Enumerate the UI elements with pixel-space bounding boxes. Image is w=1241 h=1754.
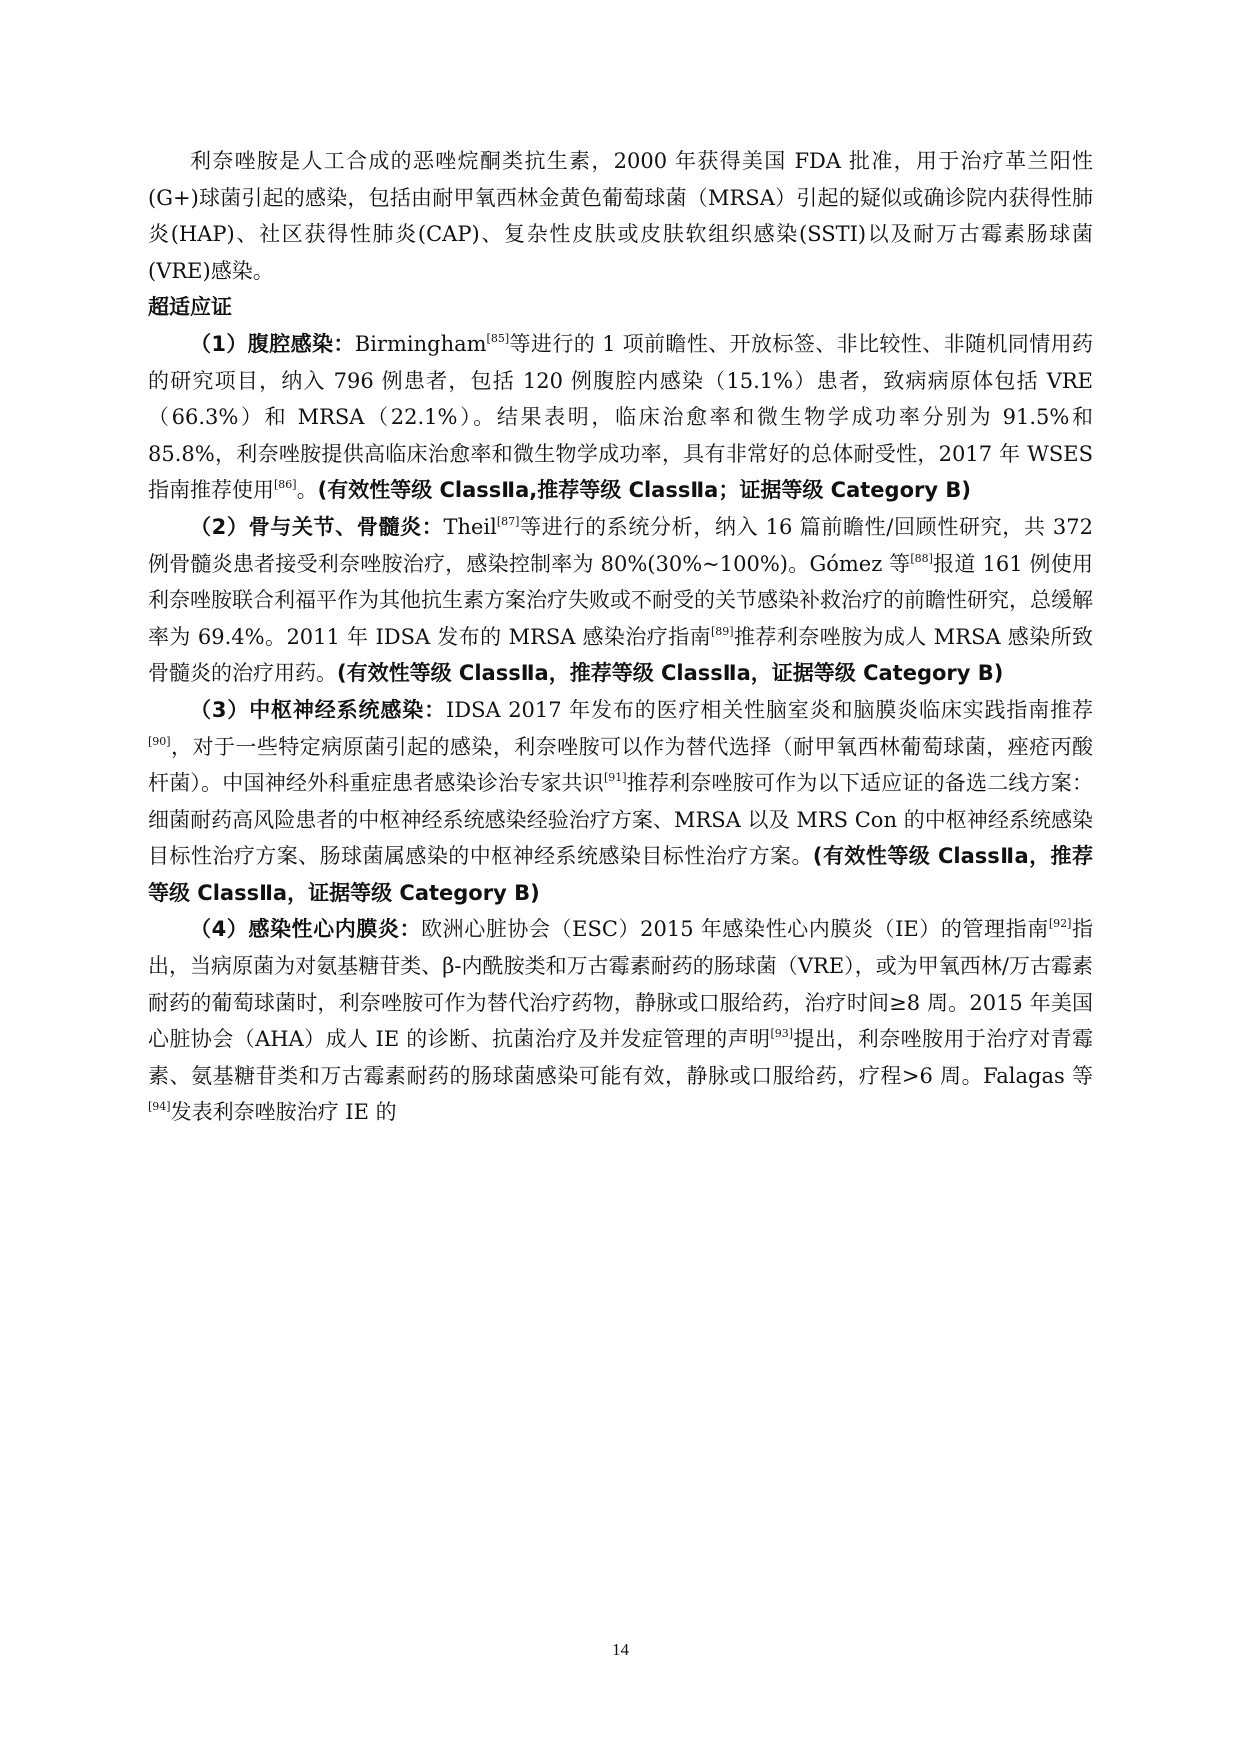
paragraph-text: IDSA 2017 年发布的医疗相关性脑室炎和脑膜炎临床实践指南推荐: [445, 697, 1093, 722]
evidence-grade: (有效性等级 ClassⅡa，推荐等级 ClassⅡa，证据等级 Category B): [148, 844, 1093, 905]
citation-ref: [89]: [711, 624, 734, 638]
citation-ref: [91]: [603, 771, 627, 785]
citation-ref: [90]: [148, 734, 171, 748]
paragraph-text: 推荐利奈唑胺为成人 MRSA 感染所致骨髓炎的治疗用药。: [148, 624, 1093, 686]
citation-ref: [87]: [496, 514, 520, 528]
paragraph-text: 欧洲心脏协会（ESC）2015 年感染性心内膜炎（IE）的管理指南: [421, 917, 1049, 942]
paragraph-title: （2）骨与关节、骨髓炎：: [190, 514, 444, 539]
paragraph-text: 提出，利奈唑胺用于治疗对青霉素、氨基糖苷类和万古霉素耐药的肠球菌感染可能有效，静脉或口服给药，疗程>6 周。Falagas 等: [148, 1027, 1094, 1088]
citation-ref: [93]: [770, 1027, 794, 1041]
section-heading: 超适应证: [148, 295, 232, 320]
paragraph-bone-joint: [148, 509, 1093, 692]
paragraph-cns-infection: [148, 692, 1093, 912]
paragraph-title: （1）腹腔感染：: [190, 331, 355, 356]
paragraph-text: Theil: [443, 514, 497, 539]
paragraph-title: （4）感染性心内膜炎：: [190, 917, 422, 942]
paragraph-text: 指出，当病原菌为对氨基糖苷类、β-内酰胺类和万古霉素耐药的肠球菌（VRE），或为甲氧西林/万古霉素耐药的葡萄球菌时，利奈唑胺可作为替代治疗药物，静脉或口服给药，治疗时间≥8 周。2015 年美国心脏协会（AHA）成人 IE 的诊断、抗菌治疗及并发症管理的声明: [148, 917, 1093, 1052]
evidence-grade: (有效性等级 ClassⅡa,推荐等级 ClassⅡa；证据等级 Category B): [317, 478, 971, 503]
citation-ref: [86]: [274, 478, 297, 492]
citation-ref: [94]: [148, 1100, 171, 1114]
paragraph-text: 等进行的系统分析，纳入 16 篇前瞻性/回顾性研究，共 372 例骨髓炎患者接受利奈唑胺治疗，感染控制率为 80%(30%~100%)。Gómez 等: [148, 514, 1093, 576]
paragraph-text: Birmingham: [354, 331, 487, 356]
paragraph-text: 报道 161 例使用利奈唑胺联合利福平作为其他抗生素方案治疗失败或不耐受的关节感染补救治疗的前瞻性研究，总缓解率为 69.4%。2011 年 IDSA 发布的 MRSA 感染治疗指南: [148, 551, 1093, 649]
paragraph-abdominal-infection: [148, 326, 1093, 509]
citation-ref: [88]: [910, 551, 933, 565]
paragraph-text: ，对于一些特定病原菌引起的感染，利奈唑胺可以作为替代选择（耐甲氧西林葡萄球菌，痤疮丙酸杆菌）。中国神经外科重症患者感染诊治专家共识: [148, 734, 1093, 796]
evidence-grade: (有效性等级 ClassⅡa，推荐等级 ClassⅡa，证据等级 Category B): [337, 661, 1004, 686]
paragraph-text: 等进行的 1 项前瞻性、开放标签、非比较性、非随机同情用药的研究项目，纳入 796 例患者，包括 120 例腹腔内感染（15.1%）患者，致病病原体包括 VRE（66.3%）和 MRSA（22.1%）。结果表明，临床治愈率和微生物学成功率分别为 91.5%和 85.8%，利奈唑胺提供高临床治愈率和微生物学成功率，具有非常好的总体耐受性，2017 年 WSES 指南推荐使用: [148, 331, 1093, 503]
page-number: 14: [612, 1640, 629, 1659]
citation-ref: [92]: [1048, 917, 1072, 931]
intro-paragraph: 利奈唑胺是人工合成的恶唑烷酮类抗生素，2000 年获得美国 FDA 批准，用于治疗革兰阳性(G+)球菌引起的感染，包括由耐甲氧西林金黄色葡萄球菌（MRSA）引起的疑似或确诊院内获得性肺炎(HAP)、社区获得性肺炎(CAP)、复杂性皮肤或皮肤软组织感染(SSTI)以及耐万古霉素肠球菌(VRE)感染。: [148, 149, 1093, 283]
paragraph-text: 推荐利奈唑胺可作为以下适应证的备选二线方案：细菌耐药高风险患者的中枢神经系统感染经验治疗方案、MRSA 以及 MRS Con 的中枢神经系统感染目标性治疗方案、肠球菌属感染的中枢神经系统感染目标性治疗方案。: [148, 771, 1093, 869]
paragraph-title: （3）中枢神经系统感染：: [190, 697, 446, 722]
paragraph-endocarditis: [148, 911, 1093, 1131]
paragraph-text: 发表利奈唑胺治疗 IE 的: [170, 1100, 397, 1125]
citation-ref: [85]: [486, 331, 510, 345]
paragraph-text: 。: [296, 478, 318, 503]
document-body: [148, 143, 1093, 1131]
